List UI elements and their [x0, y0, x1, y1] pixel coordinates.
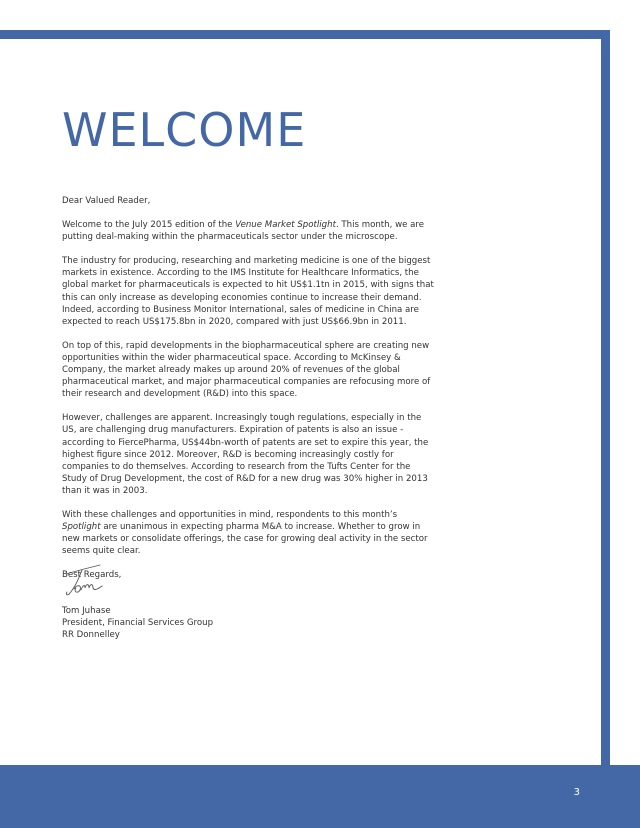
- page-number: 3: [573, 787, 580, 798]
- paragraph-market: The industry for producing, researching and marketing medicine is one of the biggest markets in existence. According to the IMS Institute for Healthcare Informatics, the global market for pharmaceuticals is expected to hit US$1.1tn in 2015, with signs that this can only increase as developing economies continue to increase their demand. Indeed, according to Business Monitor International, sales of medicine in China are expected to reach US$175.8bn in 2020, compared with just US$66.9bn in 2011.: [62, 256, 434, 327]
- outlook-text-end: are unanimous in expecting pharma M&A to increase. Whether to grow in new markets or consolidate offerings, the case for growing deal activity in the sector seems quite clear.: [62, 522, 428, 557]
- signer-title: President, Financial Services Group: [62, 618, 214, 629]
- letter-body: [62, 195, 437, 593]
- footer-band: [0, 765, 640, 828]
- paragraph-intro: [62, 219, 437, 243]
- spotlight-name: Spotlight: [62, 522, 101, 533]
- salutation: Dear Valued Reader,: [62, 196, 151, 206]
- closing: Best Regards,: [62, 570, 122, 581]
- intro-text-start: Welcome to the July 2015 edition of the: [62, 220, 236, 231]
- paragraph-outlook: [62, 509, 437, 557]
- signer-company: RR Donnelley: [62, 630, 120, 641]
- signature-block: [62, 605, 213, 641]
- outlook-text-start: With these challenges and opportunities in mind, respondents to this month’s: [62, 509, 398, 520]
- intro-text-end: . This month, we are putting deal-making within the pharmaceuticals sector under the microscope.: [62, 220, 425, 243]
- top-border-bar: [0, 30, 610, 39]
- signer-name: Tom Juhase: [62, 606, 111, 616]
- handwritten-signature: [62, 562, 106, 602]
- page-title: WELCOME: [62, 103, 307, 157]
- right-border-bar: [601, 30, 610, 770]
- publication-name: Venue Market Spotlight: [235, 220, 336, 231]
- paragraph-challenges: However, challenges are apparent. Increasingly tough regulations, especially in the US, are challenging drug manufacturers. Expiration of patents is also an issue - according to FiercePharma, US$44bn-worth of patents are set to expire this year, the highest figure since 2012. Moreover, R&D is becoming increasingly costly for companies to do themselves. According to research from the Tufts Center for the Study of Drug Development, the cost of R&D for a new drug was 30% higher in 2013 than it was in 2003.: [62, 413, 429, 496]
- paragraph-biopharma: On top of this, rapid developments in the biopharmaceutical sphere are creating new opportunities within the wider pharmaceutical space. According to McKinsey & Company, the market already makes up around 20% of revenues of the global pharmaceutical market, and major pharmaceutical companies are refocusing more of their research and development (R&D) into this space.: [62, 340, 431, 400]
